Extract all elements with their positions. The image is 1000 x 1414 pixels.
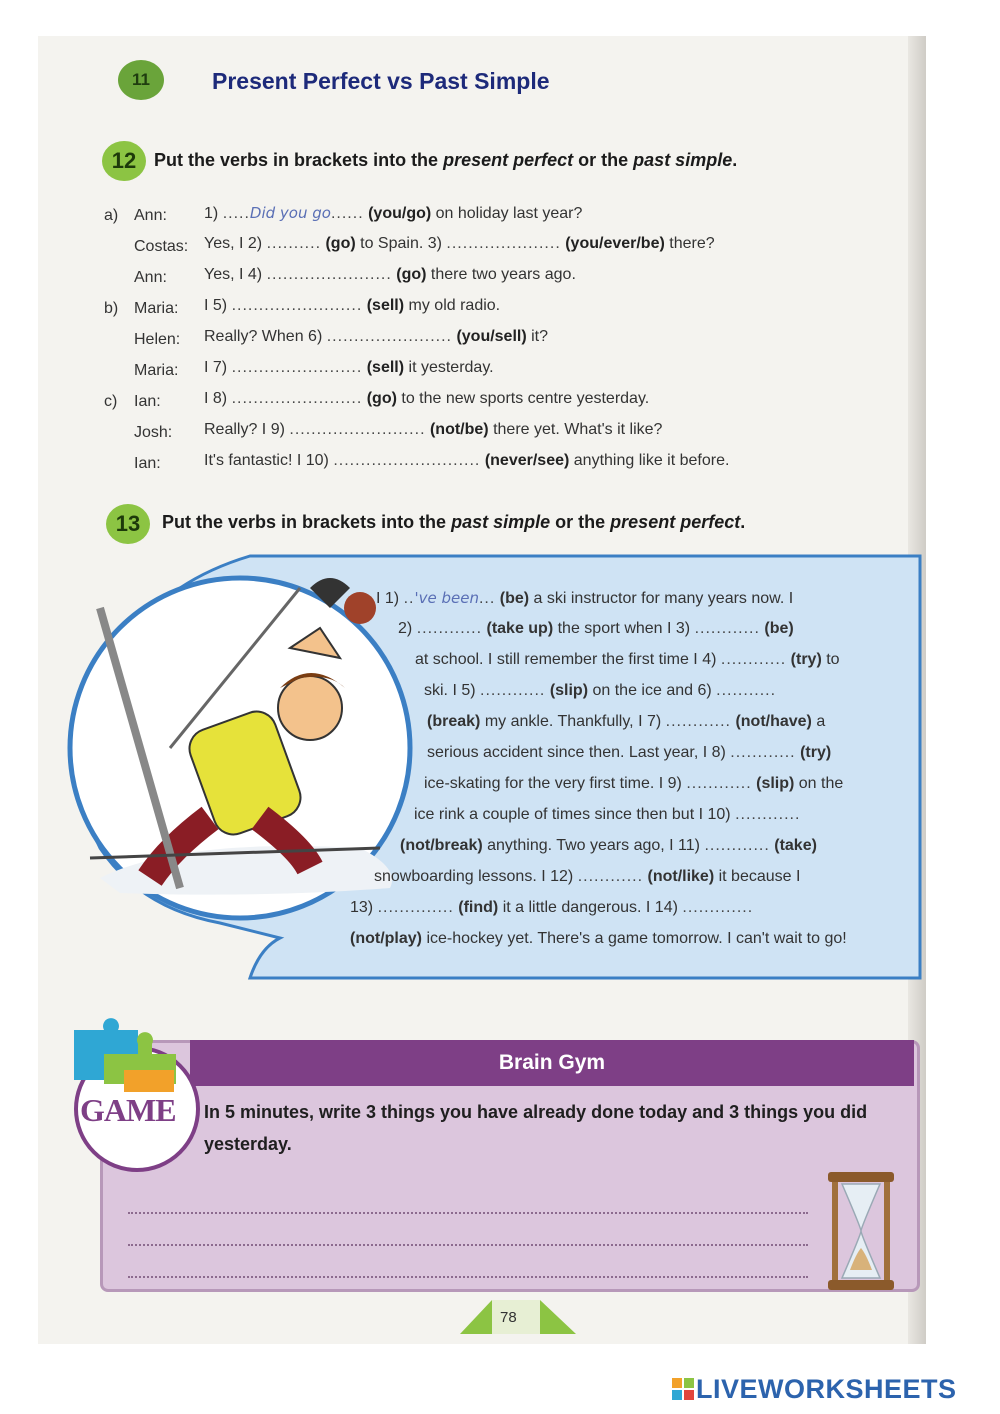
exercise-line: Really? When 6) ....................... (you/sell) it? bbox=[204, 328, 549, 345]
answer-field-5[interactable]: ........................ bbox=[231, 297, 363, 314]
liveworksheets-brand: LIVEWORKSHEETS bbox=[696, 1374, 957, 1404]
exercise-12-instruction: Put the verbs in brackets into the present perfect or the past simple. bbox=[154, 150, 738, 170]
speaker-label: Maria: bbox=[134, 362, 179, 379]
answer-field-4[interactable]: ....................... bbox=[266, 266, 392, 283]
speaker-label: Josh: bbox=[134, 424, 173, 441]
speaker-label: Ian: bbox=[134, 455, 161, 472]
part-label-c: c) bbox=[104, 393, 118, 410]
exercise-line: I 8) ........................ (go) to the new sports centre yesterday. bbox=[204, 390, 650, 407]
ex13-answer-field-10[interactable]: ............ bbox=[735, 806, 801, 823]
ex13-answer-field-3[interactable]: ............ bbox=[694, 620, 760, 637]
ex13-row-12: (not/play) ice-hockey yet. There's a game tomorrow. I can't wait to go! bbox=[350, 930, 847, 947]
writing-line[interactable] bbox=[128, 1246, 808, 1278]
page-number-tab bbox=[456, 1296, 580, 1336]
liveworksheets-logo-icon bbox=[672, 1378, 694, 1400]
exercise-line: Yes, I 4) ....................... (go) there two years ago. bbox=[204, 266, 576, 283]
answer-field-3[interactable]: ..................... bbox=[446, 235, 561, 252]
answer-field-6[interactable]: ....................... bbox=[326, 328, 452, 345]
ex13-row-8: ice rink a couple of times since then but I 10) ............ bbox=[414, 806, 801, 823]
ex13-row-9: (not/break) anything. Two years ago, I 11) ............ (take) bbox=[400, 837, 817, 854]
speaker-label: Helen: bbox=[134, 331, 181, 348]
speaker-label: Ian: bbox=[134, 393, 161, 410]
page-number: 78 bbox=[500, 1309, 517, 1326]
answer-field-7[interactable]: ........................ bbox=[231, 359, 363, 376]
ex13-row-7: ice-skating for the very first time. I 9) ............ (slip) on the bbox=[424, 775, 844, 792]
hourglass-icon bbox=[826, 1170, 896, 1292]
exercise-line: 1) .....Did you go...... (you/go) on holiday last year? bbox=[204, 204, 583, 222]
ex13-answer-field-4[interactable]: ............ bbox=[720, 651, 787, 668]
writing-line[interactable] bbox=[128, 1214, 808, 1246]
answer-field-2[interactable]: .......... bbox=[266, 235, 322, 252]
ex13-answer-field-6[interactable]: ........... bbox=[716, 682, 777, 699]
brain-gym-writing-lines[interactable] bbox=[128, 1182, 808, 1278]
ex13-answer-field-14[interactable]: ............. bbox=[682, 899, 754, 916]
answer-field-9[interactable]: ......................... bbox=[289, 421, 426, 438]
exercise-line: I 7) ........................ (sell) it yesterday. bbox=[204, 359, 494, 376]
answer-field-1[interactable]: Did you go bbox=[249, 204, 331, 222]
game-logo-text: GAME bbox=[80, 1092, 176, 1128]
exercise-line: It's fantastic! I 10) ........................... (never/see) anything like it before. bbox=[204, 452, 730, 469]
exercise-13-instruction: Put the verbs in brackets into the past simple or the present perfect. bbox=[162, 512, 746, 532]
ex13-row-11: 13) .............. (find) it a little dangerous. I 14) ............. bbox=[350, 899, 754, 916]
ex13-answer-field-7[interactable]: ............ bbox=[665, 713, 731, 730]
ex13-answer-field-13[interactable]: .............. bbox=[377, 899, 454, 916]
ex13-answer-field-5[interactable]: ............ bbox=[480, 682, 546, 699]
ex13-row-2: 2) ............ (take up) the sport when I 3) ............ (be) bbox=[398, 620, 794, 637]
exercise-line: I 5) ........................ (sell) my old radio. bbox=[204, 297, 501, 314]
speaker-label: Maria: bbox=[134, 300, 179, 317]
unit-number-badge: 11 bbox=[118, 60, 164, 100]
part-label-b: b) bbox=[104, 300, 119, 317]
part-label-a: a) bbox=[104, 207, 119, 224]
ex13-answer-field-11[interactable]: ............ bbox=[704, 837, 770, 854]
brain-gym-instruction: In 5 minutes, write 3 things you have already done today and 3 things you did yesterday. bbox=[204, 1102, 868, 1154]
ex13-row-4: ski. I 5) ............ (slip) on the ice and 6) ........... bbox=[424, 682, 777, 699]
exercise-12-badge: 12 bbox=[102, 141, 146, 181]
ex13-answer-field-1[interactable]: 've been bbox=[414, 589, 479, 607]
unit-title: Present Perfect vs Past Simple bbox=[212, 68, 550, 94]
brain-gym-title: Brain Gym bbox=[190, 1040, 914, 1086]
puzzle-icon bbox=[64, 1010, 184, 1094]
answer-field-8[interactable]: ........................ bbox=[231, 390, 363, 407]
exercise-13-badge: 13 bbox=[106, 504, 150, 544]
ex13-answer-field-12[interactable]: ............ bbox=[577, 868, 644, 885]
ex13-answer-field-2[interactable]: ............ bbox=[416, 620, 483, 637]
ex13-row-1: I 1) ..'ve been... (be) a ski instructor for many years now. I bbox=[376, 589, 794, 607]
writing-line[interactable] bbox=[128, 1182, 808, 1214]
exercise-line: Really? I 9) ......................... (not/be) there yet. What's it like? bbox=[204, 421, 663, 438]
speaker-label: Costas: bbox=[134, 238, 189, 255]
ex13-row-10: snowboarding lessons. I 12) ............ (not/like) it because I bbox=[374, 868, 801, 885]
ex13-answer-field-8[interactable]: ............ bbox=[730, 744, 796, 761]
ex13-answer-field-9[interactable]: ............ bbox=[686, 775, 752, 792]
ex13-row-3: at school. I still remember the first time I 4) ............ (try) to bbox=[415, 651, 840, 668]
answer-field-10[interactable]: ........................... bbox=[333, 452, 481, 469]
ex13-row-5: (break) my ankle. Thankfully, I 7) ............ (not/have) a bbox=[427, 713, 826, 730]
ex13-row-6: serious accident since then. Last year, I 8) ............ (try) bbox=[427, 744, 832, 761]
speaker-label: Ann: bbox=[134, 269, 167, 286]
exercise-line: Yes, I 2) .......... (go) to Spain. 3) ..................... (you/ever/be) there? bbox=[204, 235, 715, 252]
speaker-label: Ann: bbox=[134, 207, 167, 224]
exercise-13-panel bbox=[60, 548, 922, 988]
